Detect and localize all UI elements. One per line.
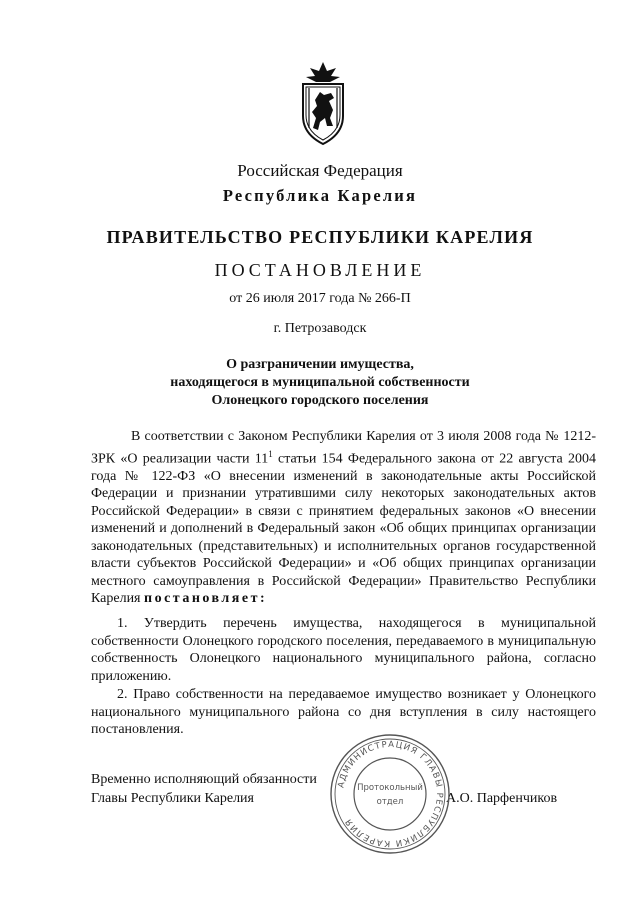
preamble-paragraph [91,428,596,608]
stamp-inner-line-1: Протокольный [357,783,423,793]
city-line: г. Петрозаводск [273,321,367,336]
preamble-superscript: 1 [268,448,273,459]
republic-heading: Республика Карелия [222,186,418,205]
stamp-outer-text: АДМИНИСТРАЦИЯ ГЛАВЫ РЕСПУБЛИКИ КАРЕЛИЯ [336,739,445,849]
signatory-title-line-2: Главы Республики Карелия [91,791,254,806]
decree-verb: постановляет: [144,591,268,607]
clause-2-paragraph: 2. Право собственности на передаваемое имущество возникает у Олонецкого национального муниципального района со дня вступления в силу настоящего постановления. [91,687,596,737]
signatory-name: А.О. Парфенчиков [446,791,558,806]
government-heading: ПРАВИТЕЛЬСТВО РЕСПУБЛИКИ КАРЕЛИЯ [106,227,534,247]
title-line-2: находящегося в муниципальной собственности [170,375,470,390]
official-stamp-icon [328,732,452,856]
document-type: ПОСТАНОВЛЕНИЕ [214,260,426,280]
clause-1-paragraph: 1. Утвердить перечень имущества, находящегося в муниципальной собственности Олонецкого городского поселения, передаваемого в муниципальную собственность Олонецкого национального муниципального района, согласно приложению. [91,616,596,684]
country-heading: Российская Федерация [237,161,403,180]
signatory-title-line-1: Временно исполняющий обязанности [91,772,317,787]
preamble-text-b: статьи 154 Федерального закона от 22 августа 2004 года № 122-ФЗ «О внесении изменений в законодательные акты Российской Федерации и признании утратившими силу некоторых законодательных актов Российской Федерации» в связи с принятием федеральных законов «О внесении изменений и дополнений в Федеральный закон «Об общих принципах организации законодательных (представительных) и исполнительных органов государственной власти субъектов Российской Федерации» и «Об общих принципах организации местного самоуправления в Российской Федерации» Правительство Республики Карелия [91,451,596,607]
date-number-line: от 26 июля 2017 года № 266-П [229,291,411,306]
preamble-text-a: В соответствии с Законом Республики Карелия от 3 июля 2008 года № 1212-ЗРК «О реализации части 11 [91,429,596,467]
svg-text:АДМИНИСТРАЦИЯ ГЛАВЫ РЕСПУБЛИКИ [336,740,444,848]
title-line-3: Олонецкого городского поселения [211,393,429,408]
title-line-1: О разграничении имущества, [226,357,414,372]
coat-of-arms-icon [298,60,348,146]
stamp-inner-line-2: отдел [376,797,404,807]
